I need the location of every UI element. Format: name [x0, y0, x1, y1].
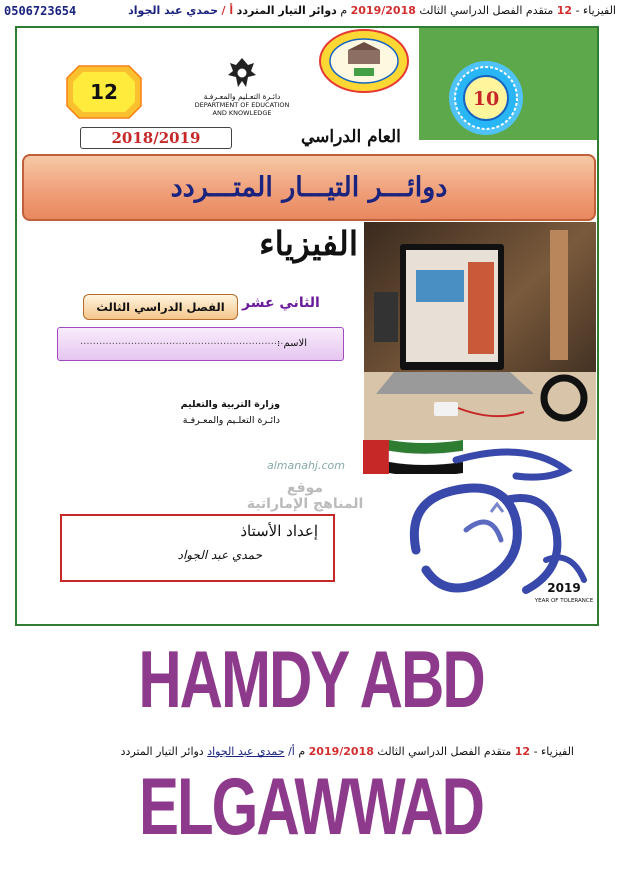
- header-year-suffix: م: [340, 4, 348, 17]
- name-field-label: الاسم :: [276, 338, 307, 349]
- grade-badge: [65, 64, 143, 120]
- page-footer: [0, 743, 622, 765]
- preparation-name: حمدي عبد الجواد: [177, 548, 262, 562]
- phone-number: 0506723654: [4, 4, 77, 18]
- grade-label: الثاني عشر: [242, 295, 320, 311]
- tolerance-year: 2019: [547, 581, 581, 595]
- academic-year-value: 2018/2019: [80, 127, 232, 149]
- ministry-name: وزارة التربية والتعليم: [180, 399, 280, 410]
- ministry-logo-en2: AND KNOWLEDGE: [212, 109, 272, 117]
- page-header: [0, 4, 622, 22]
- header-info: [128, 4, 616, 17]
- academic-year-label: العام الدراسي: [301, 127, 401, 147]
- footer-teacher-prefix: أ/: [288, 745, 295, 758]
- footer-info: [121, 745, 574, 758]
- preparation-title: إعداد الأستاذ: [240, 522, 318, 540]
- footer-subject: الفيزياء -: [533, 745, 574, 758]
- footer-semester: الثالث: [377, 745, 405, 758]
- header-semester: الفصل الدراسي الثالث: [419, 4, 523, 17]
- footer-year: 2019/2018: [308, 745, 374, 758]
- watermark-text: [240, 480, 370, 512]
- footer-level: متقدم الفصل الدراسي: [408, 745, 512, 758]
- department-name: دائـرة التعلـيم والمعـرفـة: [182, 415, 280, 426]
- school-logo: [318, 28, 410, 94]
- laptop-photo: [364, 222, 596, 440]
- watermark-line1: موقع: [286, 480, 324, 496]
- header-grade: 12: [556, 4, 573, 17]
- footer-teacher: حمدي عبد الجواد: [207, 745, 285, 758]
- header-teacher: حمدي عبد الجواد: [128, 4, 219, 17]
- student-name-field[interactable]: [57, 327, 344, 361]
- semester-label: الفصل الدراسي الثالث: [83, 294, 238, 320]
- ministry-text: [130, 397, 280, 429]
- ministry-logo-en1: DEPARTMENT OF EDUCATION: [194, 101, 290, 109]
- tolerance-caption: YEAR OF TOLERANCE: [534, 598, 594, 604]
- round-badge: [448, 60, 524, 136]
- header-level: متقدم: [525, 4, 554, 17]
- footer-grade: 12: [514, 745, 531, 758]
- watermark-site: almanahj.com: [267, 459, 345, 472]
- document-title: دوائـــر التيـــار المتـــردد: [170, 172, 448, 203]
- header-teacher-prefix: أ /: [221, 4, 234, 17]
- author-banner: HAMDY ABD ELGAWWAD: [138, 634, 484, 852]
- header-topic: دوائر التيار المتردد: [236, 4, 337, 17]
- ministry-logo-arabic: دائـرة التعـليم والمعـرفـة: [203, 92, 281, 101]
- footer-topic: دوائر التيار المتردد: [120, 745, 204, 758]
- ministry-logo: [194, 55, 290, 117]
- subject-title: الفيزياء: [259, 224, 358, 263]
- watermark-line2: المناهج الإماراتية: [246, 496, 364, 512]
- footer-year-suffix: م: [298, 745, 306, 758]
- grade-badge-number: 12: [90, 80, 118, 104]
- header-year: 2019/2018: [350, 4, 416, 17]
- tolerance-logo: [396, 440, 596, 620]
- name-field-dots: ................................................................: [80, 336, 284, 347]
- dove-icon: [491, 504, 503, 512]
- round-badge-number: 10: [472, 88, 500, 110]
- falcon-emblem-icon: [224, 55, 260, 91]
- header-subject: الفيزياء -: [575, 4, 616, 17]
